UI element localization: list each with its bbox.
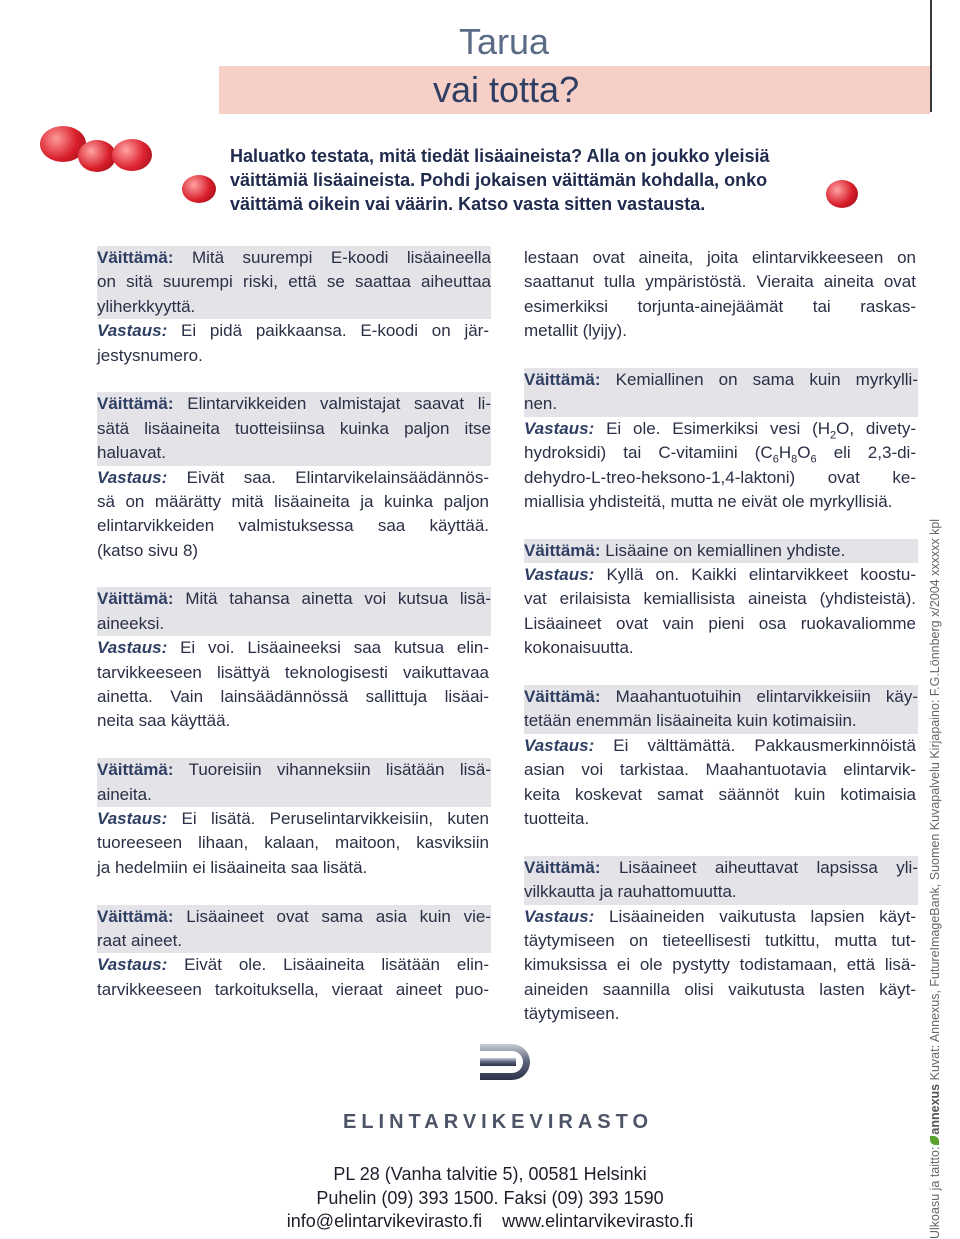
claim-block: Väittämä: Elintarvikkeiden valmistajat saavat li- sätä lisäaineita tuotteisiinsa kuinka paljon itse haluavat. Vastaus: Eivät saa. Elintarvikelainsäädännös- sä on määrätty mitä lisäaineita ja kuinka paljon elintarvikkeiden valmistuksessa saa käyttää. (katso sivu 8) (97, 394, 491, 560)
intro-text: Haluatko testata, mitä tiedät lisäaineista? Alla on joukko yleisiä väittämiä lisäaineista. Pohdi jokaisen väittämän kohdalla, onko väittämä oikein vai väärin. Katso vasta sitten vastausta. (230, 146, 770, 214)
berry-image (112, 139, 152, 171)
continued-text: lestaan ovat aineita, joita elintarvikkeeseen on saattanut tulla ympäristöstä. Vieraita aineita ovat esimerkiksi torjunta-ainejäämät tai raskas- metallit (lyijy). (524, 248, 916, 341)
right-column (524, 246, 916, 1051)
credits-line: Ulkoasu ja taitto:annexus Kuvat: Annexus, FutureImageBank, Suomen Kuvapalvelu Kirjapaino: F.G.Lönnberg x/2004 xxxxxx kpl (928, 518, 942, 1239)
claim-block: Väittämä: Mitä tahansa ainetta voi kutsua lisä- aineeksi. Vastaus: Ei voi. Lisäaineeksi saa kutsua elin- tarvikkeeseen lisättyä teknologisesti vaikuttavaa ainetta. Vain lainsäädännössä sallittuja lisäai- neita saa käyttää. (97, 589, 491, 731)
berry-image (826, 180, 858, 208)
page-title-line1: Tarua (459, 21, 550, 62)
contact-info (280, 1163, 700, 1234)
claim-block: Väittämä: Kemiallinen on sama kuin myrkylli- nen. Vastaus: Ei ole. Esimerkiksi vesi ($H_2O$, divety- hydroksidi) tai C-vitamiini ($C_6H_8O_6$ eli 2,3-di- dehydro-L-treo-heksono-1,4-laktoni) ovat ke- miallisia yhdisteitä, mutta ne eivät ole myrkyllisiä. (524, 369, 918, 511)
agency-logo-icon (478, 1040, 538, 1084)
page-title-line2: vai totta? (433, 69, 580, 110)
left-column (97, 246, 489, 1027)
annexus-logo-text: annexus (928, 1083, 942, 1135)
claim-block: Väittämä: Mitä suurempi E-koodi lisäaineella on sitä suurempi riski, että se saattaa aiheuttaa yliherkkyyttä. Vastaus: Ei pidä paikkaansa. E-koodi on jär- jestysnumero. (97, 248, 491, 365)
postal-address: PL 28 (Vanha talvitie 5), 00581 Helsinki (333, 1164, 647, 1184)
berry-image (182, 175, 216, 203)
agency-name: ELINTARVIKEVIRASTO (343, 1111, 654, 1133)
claim-block: Väittämä: Maahantuotuihin elintarvikkeisiin käy- tetään enemmän lisäaineita kuin kotimaisiin. Vastaus: Ei välttämättä. Pakkausmerkinnöistä asian voi tarkistaa. Maahantuotavia elintarvik- keita koskevat samat säännöt kuin kotimaisia tuotteita. (524, 687, 918, 828)
claim-block: Väittämä: Lisäaineet ovat sama asia kuin vie- raat aineet. Vastaus: Eivät ole. Lisäaineita lisätään elin- tarvikkeeseen tarkoituksella, vieraat aineet puo- (97, 906, 491, 999)
website-link[interactable]: www.elintarvikevirasto.fi (502, 1211, 694, 1231)
claim-block: Väittämä: Lisäaine on kemiallinen yhdiste. Vastaus: Kyllä on. Kaikki elintarvikkeet koostu- vat erilaisista kemiallisista aineista (yhdisteistä). Lisäaineet ovat vain pieni osa ruokavaliomme kokonaisuutta. (524, 540, 916, 658)
annexus-leaf-icon (930, 1136, 939, 1145)
email-link[interactable]: info@elintarvikevirasto.fi (286, 1211, 483, 1231)
claim-block: Väittämä: Lisäaineet aiheuttavat lapsissa yli- vilkkautta ja rauhattomuutta. Vastaus: Lisäaineiden vaikutusta lapsien käyt- täytymiseen on tieteellisesti tutkittu, mutta tut- kimuksissa ei ole pystytty todistamaan, että lisä- aineiden saannilla olisi vaikutusta lasten käyt- täytymiseen. (524, 857, 918, 1024)
claim-block: Väittämä: Tuoreisiin vihanneksiin lisätään lisä- aineita. Vastaus: Ei lisätä. Peruselintarvikkeisiin, kuten tuoreeseen lihaan, kalaan, maitoon, kasviksiin ja hedelmiin ei lisäaineita saa lisätä. (97, 760, 491, 877)
berry-image (78, 140, 116, 172)
phone-fax: Puhelin (09) 393 1500. Faksi (09) 393 1590 (316, 1187, 664, 1208)
